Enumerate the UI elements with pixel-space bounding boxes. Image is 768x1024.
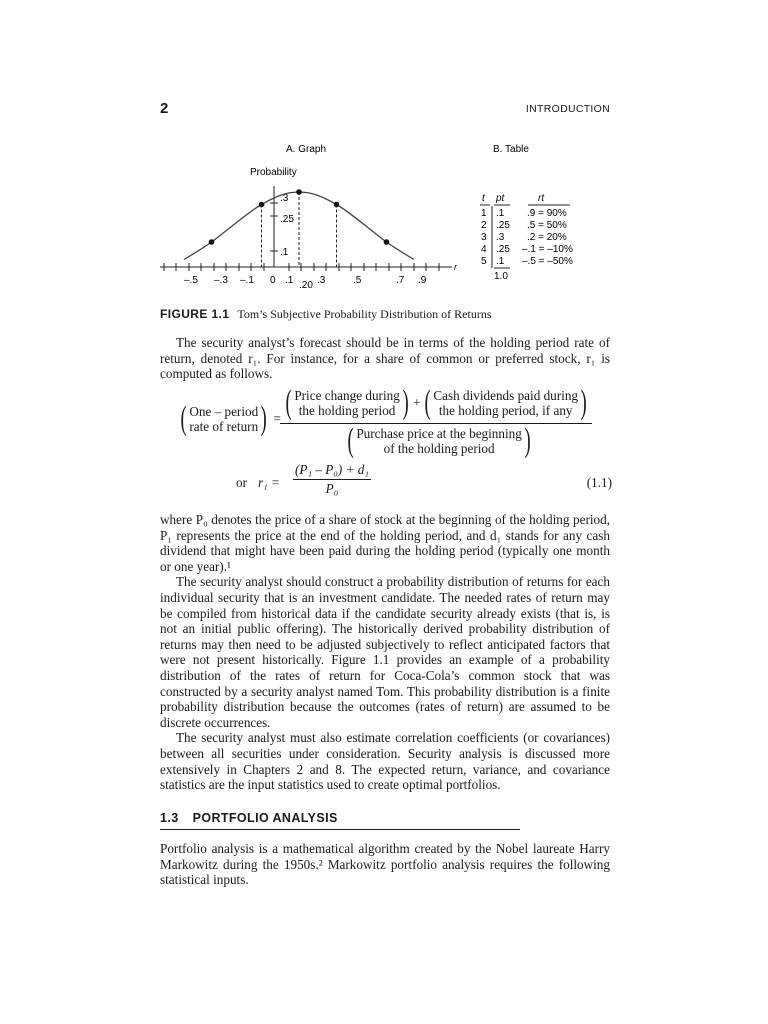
y-tick-label: .25 — [280, 214, 294, 225]
figure-1-1 — [150, 140, 620, 300]
lhs-stack — [189, 404, 258, 434]
figure-caption-text: Tom’s Subjective Probability Distribution of Returns — [237, 307, 492, 321]
paren-open: ( — [180, 400, 187, 437]
data-point — [296, 189, 302, 195]
short-fraction-bar — [293, 479, 371, 480]
den-line2: of the holding period — [383, 441, 495, 456]
plus-sign: + — [413, 395, 421, 410]
table-cell: .1 — [496, 208, 505, 219]
data-point — [209, 239, 215, 245]
graph-title: A. Graph — [286, 144, 327, 155]
table-total: 1.0 — [494, 271, 508, 282]
figure-label: FIGURE 1.1 — [160, 307, 230, 321]
section-heading — [160, 811, 520, 830]
denominator — [345, 424, 533, 458]
y-tick-label: .1 — [280, 247, 289, 258]
den-line1: Purchase price at the beginning — [356, 426, 522, 441]
paragraph-where: where P₀ denotes the price of a share of stock at the beginning of the holding period, P₁ represents the price at the end of the holding period, and d₁ stands for any cash dividend that might have been paid during the holding period (typically one month or one year).¹ — [160, 512, 610, 574]
numerator-a — [283, 386, 423, 420]
paren-close: ) — [260, 400, 267, 437]
lhs-line2: rate of return — [189, 419, 259, 434]
lhs-line1: One – period — [189, 404, 259, 419]
paren-open: ( — [285, 384, 292, 421]
table-cell: .3 — [496, 232, 505, 243]
paren-close: ) — [524, 422, 531, 459]
x-tick-label: .7 — [396, 275, 405, 286]
section-title: PORTFOLIO ANALYSIS — [192, 811, 338, 825]
x-tick-label: .20 — [299, 280, 313, 291]
data-point — [259, 202, 265, 208]
table-header-pt: pt — [496, 193, 505, 204]
data-point — [334, 202, 340, 208]
num-b-line1: Cash dividends paid during — [433, 388, 579, 403]
returns-table — [480, 193, 573, 282]
table-cell: 3 — [481, 232, 487, 243]
running-head: INTRODUCTION — [525, 103, 610, 115]
x-tick-label: .1 — [285, 275, 294, 286]
paren-close: ) — [402, 384, 409, 421]
den-stack — [356, 426, 522, 456]
short-denominator: P₀ — [325, 481, 339, 496]
paren-close: ) — [580, 384, 587, 421]
equation-1-1 — [160, 384, 612, 505]
y-tick-label: .3 — [280, 193, 289, 204]
paragraph-probability-distribution: The security analyst should construct a probability distribution of returns for each individual security that is an investment candidate. The needed rates of return may be compiled from historical data if the candidate security already exists (that is, is not an initial public offering). The historically derived probability distribution of returns may then need to be adjusted subjectively to reflect anticipated factors that were not present historically. Figure 1.1 provides an example of a probability distribution of the rates of return for Coca-Cola’s common stock that was constructed by a security analyst named Tom. This probability distribution is a finite probability distribution because the outcomes (rates of return) are assumed to be discrete occurrences. — [160, 574, 610, 730]
equation-number: (1.1) — [586, 475, 612, 490]
paragraph-holding-period: The security analyst’s forecast should be in terms of the holding period rate of return, denoted r₁. For instance, for a share of common or preferred stock, r₁ is computed as follows. — [160, 335, 610, 382]
num-a-line2: the holding period — [298, 403, 396, 418]
x-axis-label: r — [454, 262, 457, 272]
table-cell: .5 = 50% — [527, 220, 567, 231]
table-cell: 2 — [481, 220, 487, 231]
x-tick-label: –.1 — [240, 275, 254, 286]
x-tick-label: .3 — [317, 275, 326, 286]
equals-sign: = — [273, 411, 281, 426]
x-tick-label: 0 — [270, 275, 276, 286]
numerator-b — [422, 386, 589, 420]
num-a-stack — [294, 388, 399, 418]
table-header-t: t — [482, 193, 485, 204]
or-label: or — [236, 475, 247, 490]
table-cell: –.5 = –50% — [522, 256, 573, 267]
table-cell: .25 — [496, 244, 510, 255]
body-text-block — [160, 512, 610, 793]
figure-caption — [160, 307, 620, 322]
x-tick-label: .5 — [353, 275, 362, 286]
table-cell: 4 — [481, 244, 487, 255]
table-cell: .1 — [496, 256, 505, 267]
num-b-stack — [433, 388, 578, 418]
table-cell: .2 = 20% — [527, 232, 567, 243]
x-tick-label: –.3 — [214, 275, 228, 286]
table-cell: –.1 = –10% — [522, 244, 573, 255]
table-cell: 5 — [481, 256, 487, 267]
paren-open: ( — [347, 422, 354, 459]
table-cell: .9 = 90% — [527, 208, 567, 219]
table-cell: 1 — [481, 208, 487, 219]
table-header-rt: rt — [538, 193, 545, 204]
section-number: 1.3 — [160, 811, 179, 825]
num-b-line2: the holding period, if any — [438, 403, 573, 418]
table-title: B. Table — [493, 144, 529, 155]
x-tick-label: –.5 — [184, 275, 198, 286]
equation-lhs — [178, 402, 281, 436]
paragraph-correlation: The security analyst must also estimate correlation coefficients (or covariances) between all securities under consideration. Security analysis is discussed more extensively in Chapters 2 and 8. The expected return, variance, and covariance statistics are the input statistics used to create optimal portfolios. — [160, 730, 610, 793]
table-cell: .25 — [496, 220, 510, 231]
paren-open: ( — [424, 384, 431, 421]
num-a-line1: Price change during — [294, 388, 400, 403]
data-point — [384, 239, 390, 245]
figure-svg — [150, 140, 620, 300]
paragraph-portfolio-analysis: Portfolio analysis is a mathematical algorithm created by the Nobel laureate Harry Markowitz during the 1950s.² Markowitz portfolio analysis requires the following statistical inputs. — [160, 841, 610, 888]
page-number: 2 — [160, 100, 169, 117]
x-tick-label: .9 — [418, 275, 427, 286]
short-numerator: (P₁ – P₀) + d₁ — [295, 462, 369, 477]
r1-label: r₁ = — [258, 475, 280, 490]
y-axis-label: Probability — [250, 167, 297, 178]
